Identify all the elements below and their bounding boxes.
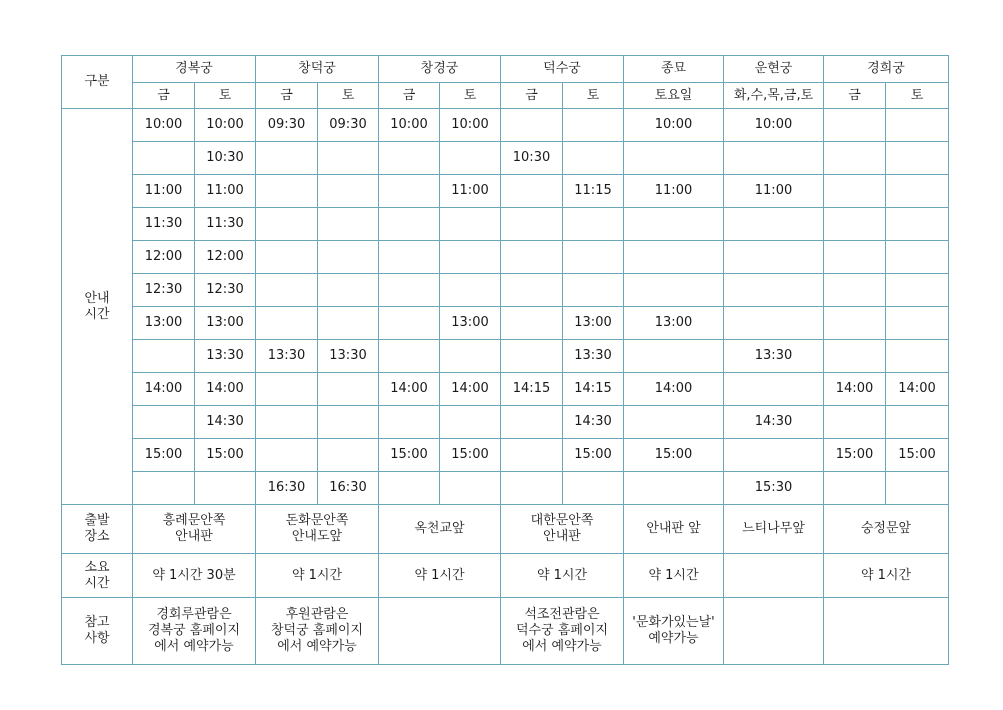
departure-place-line: 숭정문앞: [860, 521, 912, 536]
time-cell: [501, 208, 563, 241]
time-cell: [501, 340, 563, 373]
time-cell: 13:00: [563, 307, 624, 340]
departure-place-line: 대한문안쪽: [530, 513, 594, 528]
notes-row: [62, 598, 949, 665]
day-header: 금: [133, 83, 195, 109]
time-cell: [624, 142, 724, 175]
time-cell: [318, 307, 379, 340]
time-cell: 15:00: [440, 439, 501, 472]
time-cell: [724, 307, 824, 340]
time-cell: 11:00: [724, 175, 824, 208]
time-cell: [886, 208, 949, 241]
time-cell: 10:00: [440, 109, 501, 142]
corner-label: 구분: [62, 56, 133, 109]
time-cell: [724, 241, 824, 274]
day-header: 화,수,목,금,토: [724, 83, 824, 109]
time-cell: 14:00: [133, 373, 195, 406]
day-header: 토: [563, 83, 624, 109]
time-cell: [440, 208, 501, 241]
time-cell: 15:00: [133, 439, 195, 472]
header-row-palaces: [62, 56, 949, 83]
time-cell: [379, 175, 440, 208]
departure-place: [379, 505, 501, 554]
day-header: 토: [440, 83, 501, 109]
time-cell: 14:00: [440, 373, 501, 406]
section-label-guide-time: [62, 109, 133, 505]
time-cell: [724, 373, 824, 406]
time-cell: 14:30: [195, 406, 256, 439]
departure-place-line: 옥천교앞: [414, 521, 465, 536]
time-cell: [563, 208, 624, 241]
time-cell: [440, 340, 501, 373]
time-row: [62, 208, 949, 241]
departure-place-line: 느티나무앞: [742, 521, 805, 536]
time-cell: 14:15: [563, 373, 624, 406]
time-cell: [563, 109, 624, 142]
palace-header-gyeonghuigung: 경희궁: [824, 56, 949, 83]
time-cell: [724, 208, 824, 241]
time-cell: 09:30: [318, 109, 379, 142]
time-cell: [824, 472, 886, 505]
note-text: [724, 598, 824, 665]
time-cell: 13:30: [195, 340, 256, 373]
time-row: [62, 340, 949, 373]
time-cell: 14:15: [501, 373, 563, 406]
note-text-line: 경복궁 홈페이지: [147, 623, 241, 638]
time-cell: [824, 208, 886, 241]
day-header: 금: [501, 83, 563, 109]
time-cell: 15:00: [624, 439, 724, 472]
time-cell: [379, 340, 440, 373]
time-cell: 10:30: [501, 142, 563, 175]
time-cell: [824, 142, 886, 175]
day-header: 토: [318, 83, 379, 109]
time-cell: 11:00: [624, 175, 724, 208]
time-cell: [440, 406, 501, 439]
time-cell: [379, 241, 440, 274]
time-row: [62, 241, 949, 274]
time-cell: 12:30: [195, 274, 256, 307]
palace-header-jongmyo: 종묘: [624, 56, 724, 83]
duration-value: [724, 554, 824, 598]
day-header: 금: [824, 83, 886, 109]
row-label-line: 참고: [84, 615, 110, 630]
departure-place: [724, 505, 824, 554]
row-label-line: 출발: [84, 513, 110, 528]
time-cell: [256, 406, 318, 439]
departure-place: [256, 505, 379, 554]
row-label-line: 시간: [84, 575, 110, 591]
duration-value: 약 1시간 30분: [133, 554, 256, 598]
time-cell: 13:30: [563, 340, 624, 373]
time-cell: [824, 274, 886, 307]
time-cell: [440, 274, 501, 307]
time-cell: [501, 274, 563, 307]
palace-header-unhyeongung: 운현궁: [724, 56, 824, 83]
time-cell: 11:30: [133, 208, 195, 241]
time-cell: 14:30: [724, 406, 824, 439]
time-cell: [624, 208, 724, 241]
time-cell: [563, 274, 624, 307]
time-cell: 16:30: [318, 472, 379, 505]
departure-place-line: 흥례문안쪽: [162, 513, 226, 528]
time-cell: [379, 274, 440, 307]
time-cell: [886, 175, 949, 208]
note-text: [824, 598, 949, 665]
palace-header-changgyeonggung: 창경궁: [379, 56, 501, 83]
time-row: [62, 142, 949, 175]
time-cell: 15:00: [195, 439, 256, 472]
time-cell: 13:30: [256, 340, 318, 373]
time-cell: [440, 142, 501, 175]
time-cell: [501, 406, 563, 439]
day-header: 금: [256, 83, 318, 109]
time-cell: [318, 439, 379, 472]
time-cell: [379, 208, 440, 241]
time-cell: 10:00: [195, 109, 256, 142]
time-cell: 13:30: [724, 340, 824, 373]
note-text-line: '문화가있는날': [632, 615, 715, 630]
departure-place-line: 안내판: [175, 529, 213, 544]
time-cell: [501, 439, 563, 472]
note-text: [133, 598, 256, 665]
time-cell: 16:30: [256, 472, 318, 505]
time-cell: [318, 274, 379, 307]
time-cell: [256, 175, 318, 208]
header-row-days: [62, 83, 949, 109]
time-cell: 13:00: [133, 307, 195, 340]
time-cell: [256, 208, 318, 241]
time-cell: [318, 373, 379, 406]
palace-header-changdeokgung: 창덕궁: [256, 56, 379, 83]
time-cell: [563, 142, 624, 175]
time-row: [62, 373, 949, 406]
time-cell: [624, 340, 724, 373]
note-text: [256, 598, 379, 665]
time-cell: [824, 340, 886, 373]
time-cell: [256, 274, 318, 307]
row-label-line: 사항: [84, 631, 110, 646]
time-cell: [501, 241, 563, 274]
note-text-line: 석조전관람은: [524, 607, 600, 622]
time-cell: [318, 241, 379, 274]
time-cell: 14:00: [195, 373, 256, 406]
time-cell: [440, 472, 501, 505]
time-cell: [824, 406, 886, 439]
time-cell: [440, 241, 501, 274]
duration-value: 약 1시간: [501, 554, 624, 598]
time-cell: [724, 142, 824, 175]
day-header: 토: [195, 83, 256, 109]
note-text: [501, 598, 624, 665]
time-cell: 10:00: [724, 109, 824, 142]
time-cell: [256, 373, 318, 406]
time-row: [62, 175, 949, 208]
palace-header-deoksugung: 덕수궁: [501, 56, 624, 83]
time-cell: 12:00: [133, 241, 195, 274]
note-text-line: 에서 예약가능: [277, 639, 357, 654]
departure-row-label: [62, 505, 133, 554]
time-cell: [624, 406, 724, 439]
tour-schedule-table: [61, 55, 949, 665]
departure-place: [501, 505, 624, 554]
time-cell: [724, 274, 824, 307]
departure-place: [133, 505, 256, 554]
time-cell: [886, 472, 949, 505]
note-text-line: 예약가능: [648, 631, 699, 646]
day-header: 토: [886, 83, 949, 109]
time-cell: 10:00: [133, 109, 195, 142]
time-cell: [501, 109, 563, 142]
note-text-line: 창덕궁 홈페이지: [270, 623, 364, 638]
time-cell: 10:00: [624, 109, 724, 142]
time-cell: [133, 472, 195, 505]
time-cell: 12:00: [195, 241, 256, 274]
time-cell: [824, 109, 886, 142]
departure-place-line: 안내판: [543, 529, 581, 544]
departure-place-line: 안내판 앞: [646, 521, 701, 536]
duration-value: 약 1시간: [256, 554, 379, 598]
time-cell: [318, 406, 379, 439]
departure-place: [824, 505, 949, 554]
time-cell: 14:00: [886, 373, 949, 406]
time-cell: [318, 142, 379, 175]
time-cell: [624, 241, 724, 274]
section-label-line: 시간: [84, 306, 110, 322]
time-cell: [724, 439, 824, 472]
time-cell: 14:00: [824, 373, 886, 406]
time-cell: 10:00: [379, 109, 440, 142]
time-cell: 11:00: [440, 175, 501, 208]
time-cell: [501, 175, 563, 208]
time-row: [62, 439, 949, 472]
departure-row: [62, 505, 949, 554]
note-text: [624, 598, 724, 665]
time-cell: 14:30: [563, 406, 624, 439]
time-cell: 09:30: [256, 109, 318, 142]
time-cell: 15:00: [379, 439, 440, 472]
time-cell: 10:30: [195, 142, 256, 175]
time-cell: [624, 274, 724, 307]
time-cell: [886, 142, 949, 175]
time-row: [62, 274, 949, 307]
time-cell: [133, 340, 195, 373]
time-cell: 11:00: [195, 175, 256, 208]
time-cell: [824, 175, 886, 208]
departure-place: [624, 505, 724, 554]
note-text: [379, 598, 501, 665]
time-row: [62, 307, 949, 340]
time-cell: [824, 241, 886, 274]
duration-row: [62, 554, 949, 598]
time-cell: [563, 472, 624, 505]
time-cell: [624, 472, 724, 505]
time-cell: [501, 307, 563, 340]
time-row: [62, 406, 949, 439]
row-label-line: 소요: [84, 559, 110, 575]
time-cell: [501, 472, 563, 505]
time-cell: [886, 241, 949, 274]
time-cell: [886, 109, 949, 142]
time-cell: [886, 340, 949, 373]
time-cell: [379, 307, 440, 340]
time-cell: [563, 241, 624, 274]
time-cell: 15:00: [824, 439, 886, 472]
note-text-line: 에서 예약가능: [522, 639, 602, 654]
time-cell: 13:30: [318, 340, 379, 373]
day-header: 금: [379, 83, 440, 109]
duration-value: 약 1시간: [624, 554, 724, 598]
time-cell: [886, 307, 949, 340]
time-cell: [133, 406, 195, 439]
note-text-line: 경회루관람은: [156, 607, 232, 622]
time-cell: [824, 307, 886, 340]
time-cell: 11:30: [195, 208, 256, 241]
time-cell: [256, 241, 318, 274]
notes-row-label: [62, 598, 133, 665]
time-cell: 15:00: [886, 439, 949, 472]
row-label-line: 장소: [84, 529, 110, 544]
duration-row-label: [62, 554, 133, 598]
time-cell: [379, 142, 440, 175]
time-cell: 12:30: [133, 274, 195, 307]
time-cell: [379, 472, 440, 505]
time-row: [62, 109, 949, 142]
time-cell: 15:30: [724, 472, 824, 505]
time-row: [62, 472, 949, 505]
palace-header-gyeongbokgung: 경복궁: [133, 56, 256, 83]
time-cell: 11:15: [563, 175, 624, 208]
time-cell: 13:00: [195, 307, 256, 340]
time-cell: [256, 439, 318, 472]
time-cell: 14:00: [624, 373, 724, 406]
time-cell: 15:00: [563, 439, 624, 472]
time-cell: [379, 406, 440, 439]
time-cell: [256, 142, 318, 175]
departure-place-line: 돈화문안쪽: [285, 513, 349, 528]
day-header: 토요일: [624, 83, 724, 109]
note-text-line: 덕수궁 홈페이지: [515, 623, 609, 638]
time-cell: [256, 307, 318, 340]
time-cell: 14:00: [379, 373, 440, 406]
duration-value: 약 1시간: [824, 554, 949, 598]
departure-place-line: 안내도앞: [291, 529, 343, 544]
duration-value: 약 1시간: [379, 554, 501, 598]
section-label-line: 안내: [84, 290, 110, 306]
note-text-line: 후원관람은: [285, 607, 349, 622]
note-text-line: 에서 예약가능: [154, 639, 234, 654]
time-cell: [195, 472, 256, 505]
time-cell: [133, 142, 195, 175]
time-cell: [318, 208, 379, 241]
time-cell: 11:00: [133, 175, 195, 208]
time-cell: [886, 274, 949, 307]
time-cell: [318, 175, 379, 208]
time-cell: 13:00: [624, 307, 724, 340]
time-cell: [886, 406, 949, 439]
time-cell: 13:00: [440, 307, 501, 340]
